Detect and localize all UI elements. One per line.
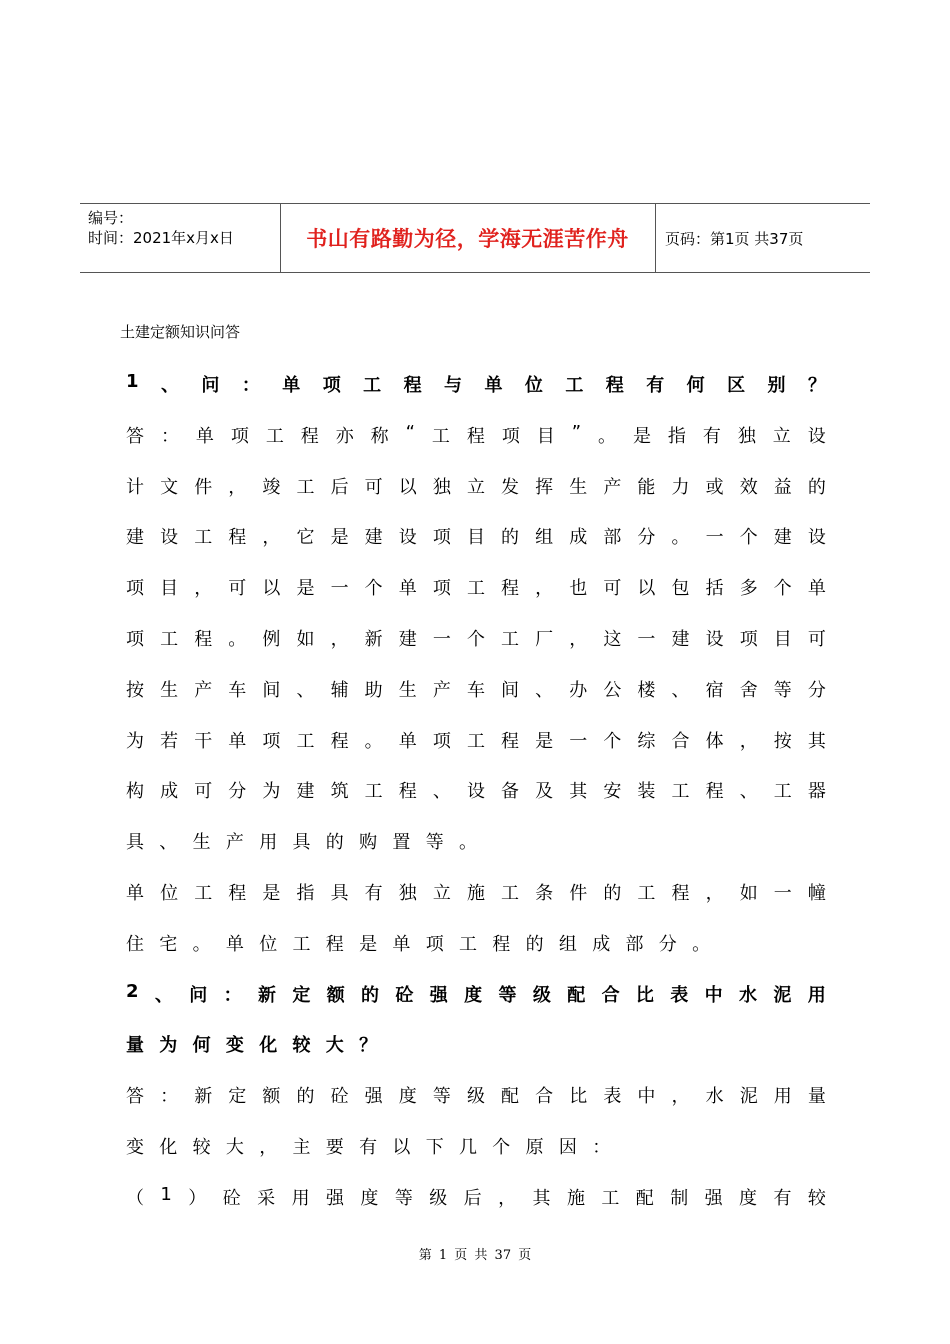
question-line: 1 、 问 ： 单 项 工 程 与 单 位 工 程 有 何 区 别 ？	[126, 371, 826, 396]
header-meta	[88, 208, 234, 248]
header-table	[80, 203, 870, 273]
document-time-label: 时间：2021年x月x日	[88, 229, 234, 247]
answer-line: 答 ： 单 项 工 程 亦 称 “ 工 程 项 目 ” 。 是 指 有 独 立 设	[126, 421, 826, 447]
page-footer: 第 1 页 共 37 页	[418, 1248, 532, 1263]
header-divider	[655, 204, 656, 272]
answer-line: 构 成 可 分 为 建 筑 工 程 、 设 备 及 其 安 装 工 程 、 工 器	[126, 781, 826, 803]
answer-line: 按 生 产 车 间 、 辅 助 生 产 车 间 、 办 公 楼 、 宿 舍 等 分	[126, 679, 826, 701]
question-line: 量为何变化较大？	[126, 1035, 393, 1057]
answer-line: 答 ： 新 定 额 的 砼 强 度 等 级 配 合 比 表 中 ， 水 泥 用 量	[126, 1086, 826, 1108]
header-page-info: 页码：第1页 共37页	[665, 230, 804, 248]
answer-line: 项 目 ， 可 以 是 一 个 单 项 工 程 ， 也 可 以 包 括 多 个 单	[126, 578, 826, 600]
answer-line: 为 若 干 单 项 工 程 。 单 项 工 程 是 一 个 综 合 体 ， 按 其	[126, 730, 826, 752]
answer-line: 变化较大，主要有以下几个原因：	[126, 1137, 626, 1158]
answer-line: 住宅。单位工程是单项工程的组成部分。	[126, 933, 726, 955]
answer-line: 计 文 件 ， 竣 工 后 可 以 独 立 发 挥 生 产 能 力 或 效 益 的	[126, 476, 826, 498]
answer-line: 具、生产用具的购置等。	[126, 832, 493, 854]
answer-line: 项 工 程 。 例 如 ， 新 建 一 个 工 厂 ， 这 一 建 设 项 目 可	[126, 629, 826, 650]
document-number-label: 编号：	[88, 209, 134, 227]
answer-line: （ 1 ） 砼 采 用 强 度 等 级 后 ， 其 施 工 配 制 强 度 有 较	[126, 1183, 826, 1209]
question-line: 2 、 问 ： 新 定 额 的 砼 强 度 等 级 配 合 比 表 中 水 泥 用	[126, 980, 826, 1006]
document-title: 土建定额知识问答	[120, 323, 241, 341]
answer-line: 单 位 工 程 是 指 具 有 独 立 施 工 条 件 的 工 程 ， 如 一 幢	[126, 883, 826, 904]
header-motto: 书山有路勤为径，学海无涯苦作舟	[306, 227, 629, 251]
answer-line: 建 设 工 程 ， 它 是 建 设 项 目 的 组 成 部 分 。 一 个 建 设	[126, 527, 826, 549]
